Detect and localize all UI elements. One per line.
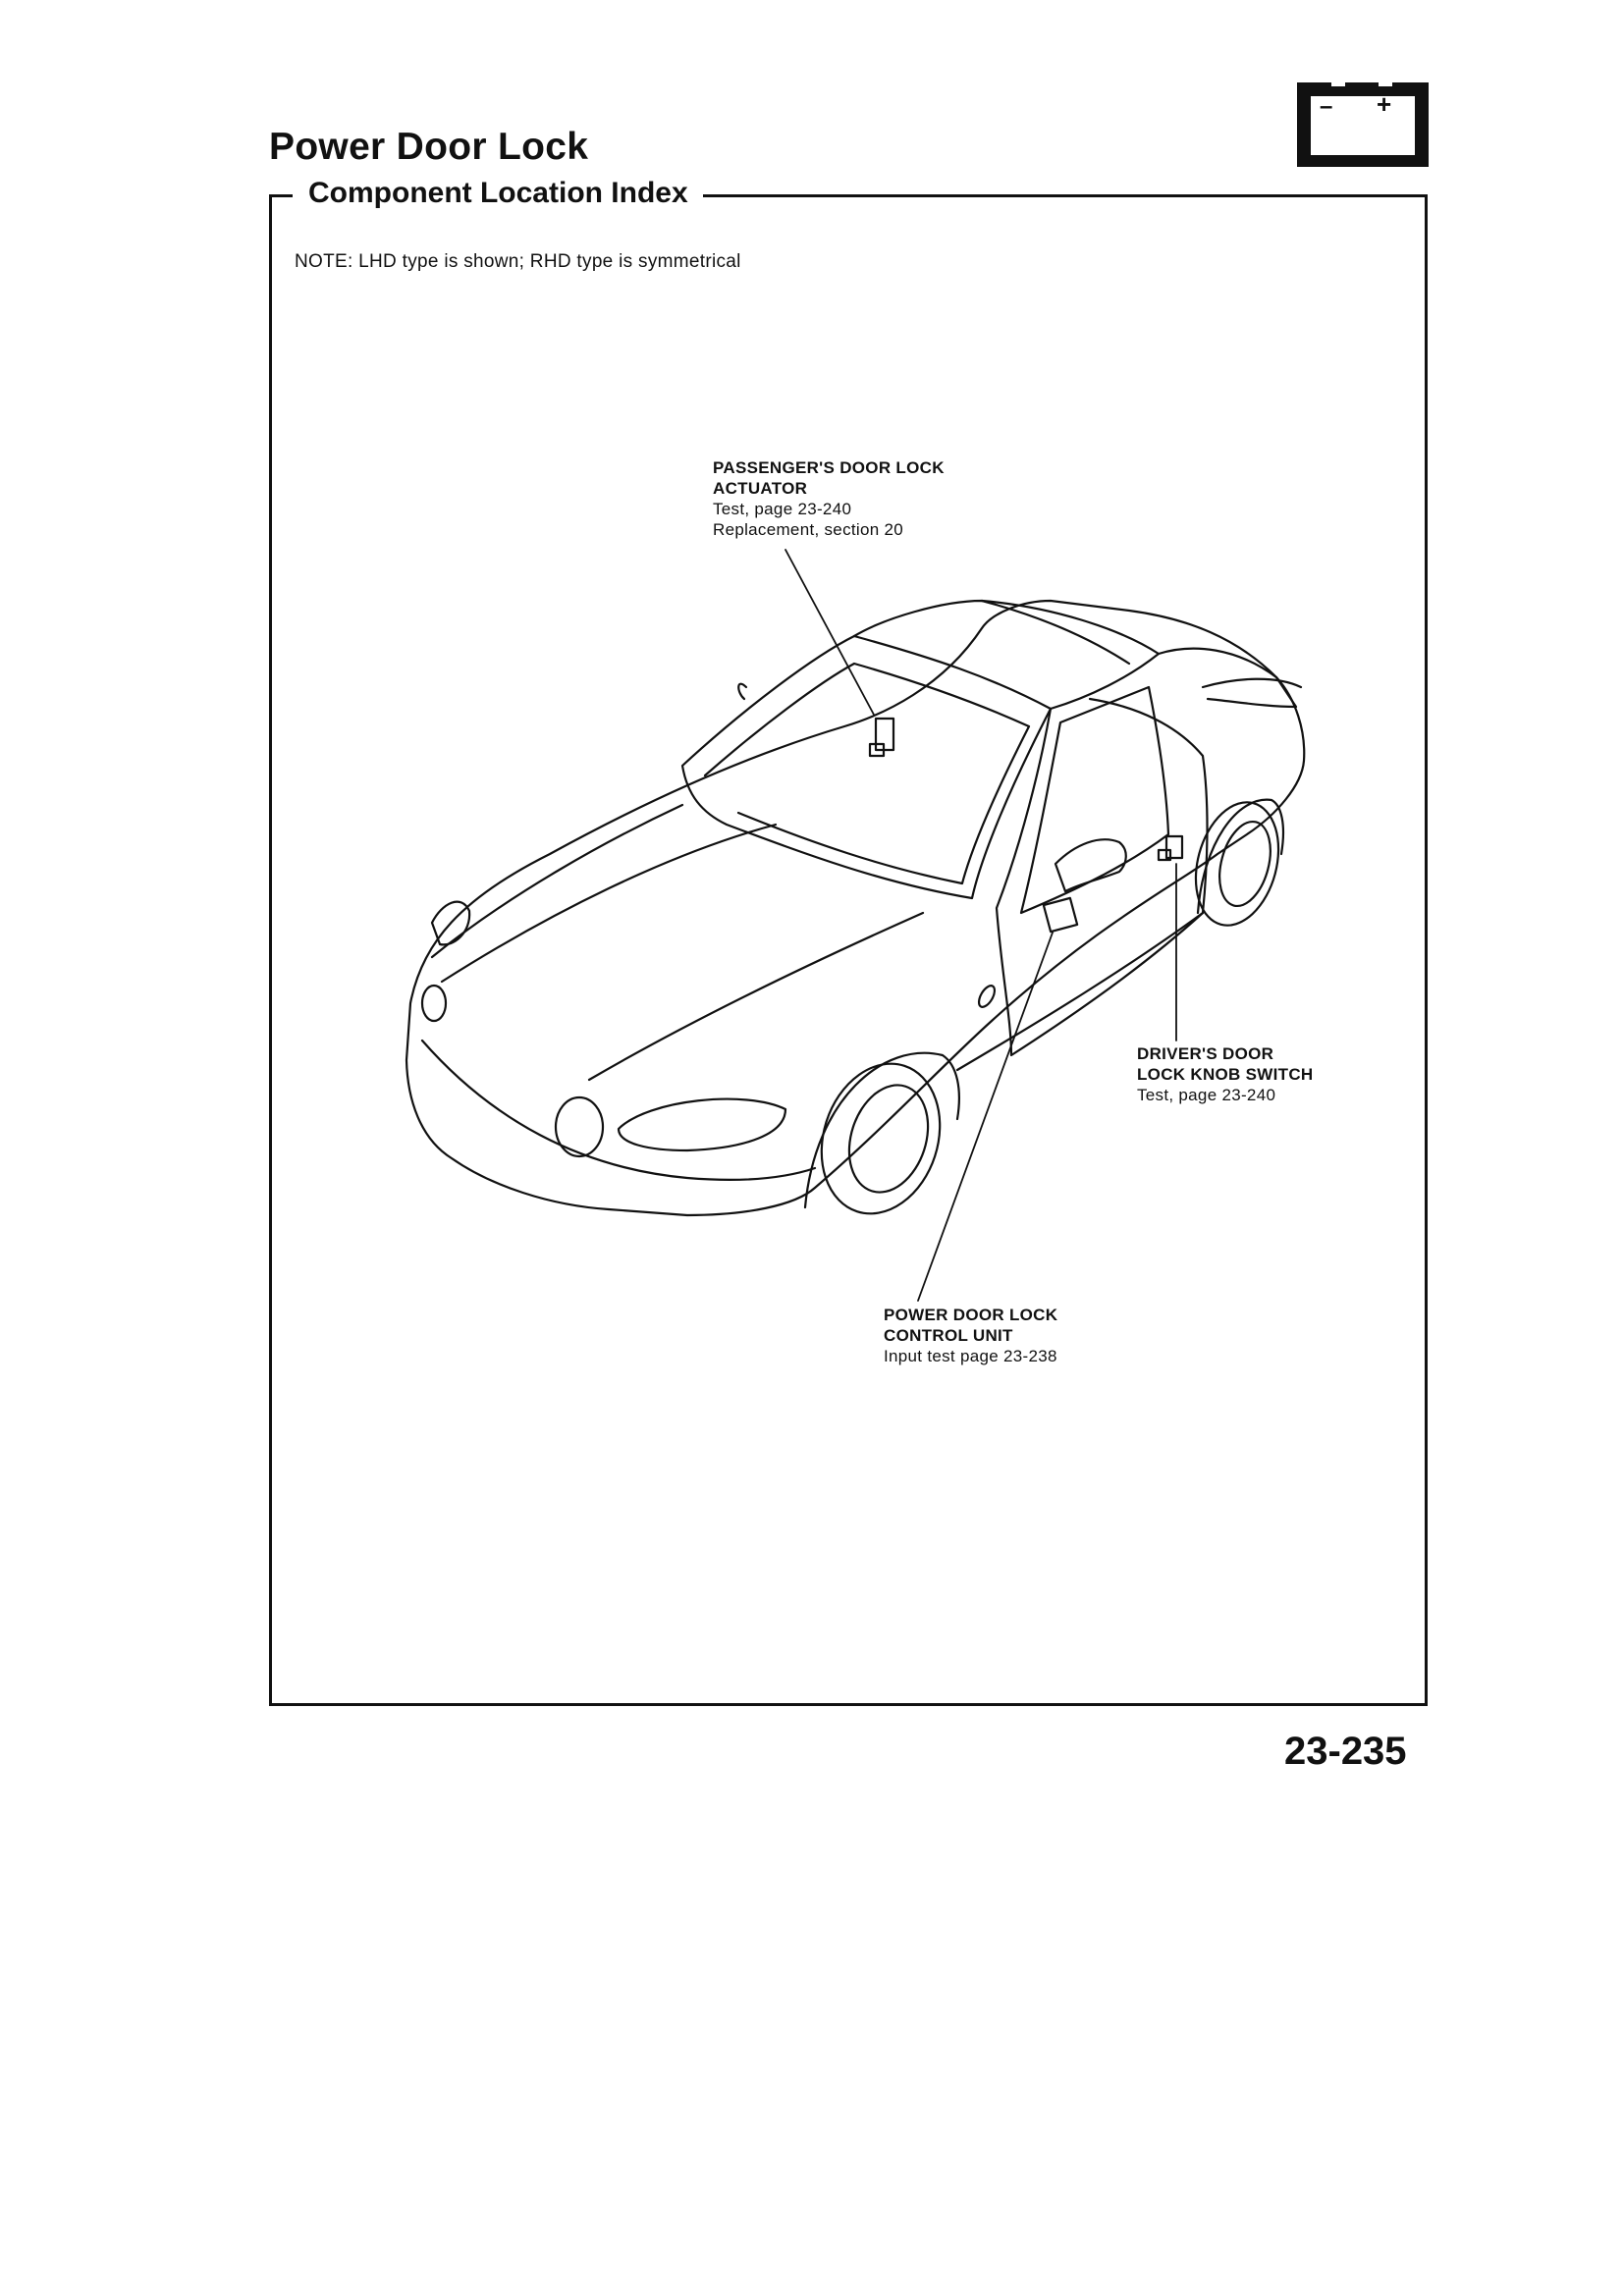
callout-title: POWER DOOR LOCK xyxy=(884,1306,1058,1324)
fog-light-left xyxy=(422,986,446,1021)
driver-switch-component xyxy=(1166,836,1182,858)
callout-title: DRIVER'S DOOR xyxy=(1137,1044,1274,1063)
note-text: NOTE: LHD type is shown; RHD type is symmetrical xyxy=(295,251,741,272)
control-unit-component xyxy=(1044,898,1077,932)
antenna xyxy=(738,684,746,699)
rear-wheel-hub xyxy=(1211,816,1278,911)
hood-edge xyxy=(432,805,682,957)
section-subtitle: Component Location Index xyxy=(308,177,696,210)
callout-driver-switch xyxy=(1137,1043,1314,1105)
side-mirror xyxy=(1055,839,1126,891)
callout-title: PASSENGER'S DOOR LOCK xyxy=(713,458,945,477)
callout-line: Input test page 23-238 xyxy=(884,1347,1057,1365)
rear-deck xyxy=(1159,649,1296,707)
callout-passenger-actuator xyxy=(713,457,945,540)
page-number: 23-235 xyxy=(1284,1730,1407,1773)
callout-title: LOCK KNOB SWITCH xyxy=(1137,1065,1314,1084)
battery-positive-sign: + xyxy=(1377,89,1392,119)
front-wheel-hub xyxy=(837,1075,942,1202)
callout-control-unit xyxy=(884,1305,1057,1366)
rear-spoiler xyxy=(1203,679,1301,687)
door-handle xyxy=(976,984,998,1010)
front-bumper xyxy=(422,1041,815,1180)
battery-negative-sign: – xyxy=(1320,93,1333,120)
callout-title: CONTROL UNIT xyxy=(884,1326,1013,1345)
callout-title: ACTUATOR xyxy=(713,479,808,498)
fog-light-right xyxy=(556,1097,603,1156)
callout-line: Test, page 23-240 xyxy=(1137,1086,1276,1104)
callout-line: Replacement, section 20 xyxy=(713,520,904,539)
page-title: Power Door Lock xyxy=(269,126,589,168)
windshield-inner xyxy=(705,664,1029,883)
hood-crease-right xyxy=(589,913,923,1080)
headlight-right xyxy=(619,1099,785,1150)
hood-crease-left xyxy=(442,825,776,982)
callout-line: Test, page 23-240 xyxy=(713,500,852,518)
